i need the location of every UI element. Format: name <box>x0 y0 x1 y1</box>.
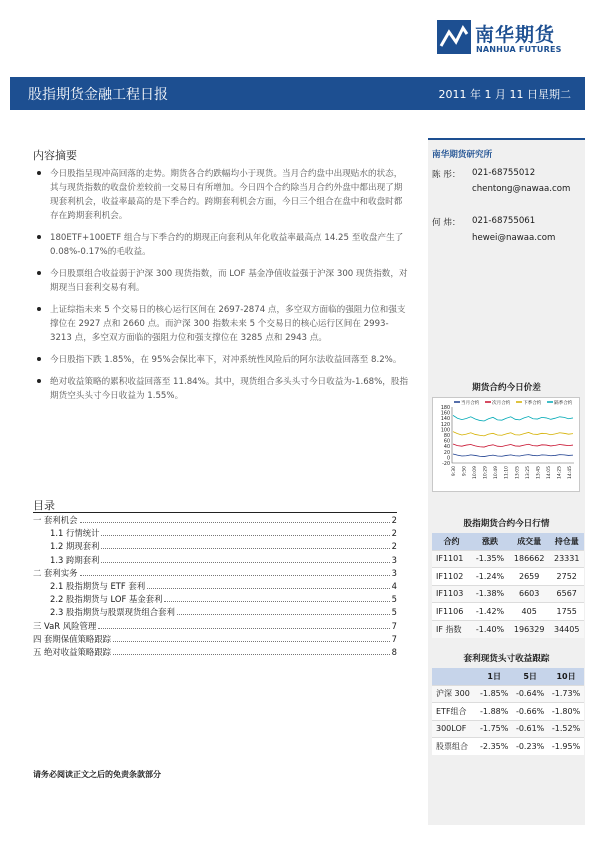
company-logo <box>437 20 582 60</box>
toc-leader-dots <box>80 522 390 523</box>
toc-entry[interactable] <box>33 540 397 553</box>
table-header-cell: 合约 <box>432 533 471 550</box>
toc-title: 目录 <box>33 499 55 512</box>
toc-entry-page: 3 <box>391 554 397 565</box>
toc-entry[interactable] <box>33 580 397 593</box>
table-cell: 186662 <box>509 550 550 568</box>
table-cell: 沪深 300 <box>432 685 476 703</box>
y-tick-label: 160 <box>440 411 450 417</box>
y-tick-label: 40 <box>443 445 450 451</box>
table-header-cell <box>432 668 476 685</box>
y-tick-label: 100 <box>440 428 450 434</box>
table-cell: IF1101 <box>432 550 471 568</box>
toc-entry[interactable] <box>33 593 397 606</box>
table-cell: -1.75% <box>476 720 512 738</box>
series-line <box>453 415 573 421</box>
table-cell: -1.35% <box>471 550 509 568</box>
table-cell: 股票组合 <box>432 738 476 756</box>
toc-entry[interactable] <box>33 633 397 646</box>
table-of-contents <box>33 514 397 659</box>
table-cell: 300LOF <box>432 720 476 738</box>
table-cell: -1.42% <box>471 603 509 621</box>
logo-name-cn: 南华期货 <box>475 24 556 46</box>
x-tick-label: 13:45 <box>536 466 542 479</box>
toc-leader-dots <box>164 601 389 602</box>
contact-2-phone: 021-68755061 <box>472 216 536 226</box>
table-cell: -0.64% <box>512 685 548 703</box>
toc-leader-dots <box>113 641 390 642</box>
table-cell: -1.40% <box>471 620 509 638</box>
y-tick-label: 0 <box>446 456 450 462</box>
table-cell: 23331 <box>549 550 584 568</box>
logo-name-en: NANHUA FUTURES <box>476 45 562 54</box>
summary-item: 上证综指未来 5 个交易日的核心运行区间在 2697-2874 点，多空双方面临的强阻力位和强支撑位在 2927 点和 2660 点。而沪深 300 指数未来 5 个交易日的核心运行区间在 2993-3213 点，多空双方面临的强阻力位和强支撑位在 3285 点和 2943 点。 <box>50 303 410 345</box>
table-cell: 196329 <box>509 620 550 638</box>
x-tick-label: 9:30 <box>452 466 457 477</box>
table-header-cell: 1日 <box>476 668 512 685</box>
y-tick-label: 180 <box>440 406 450 411</box>
toc-entry-label: 一 套利机会 <box>33 515 78 525</box>
toc-leader-dots <box>147 588 390 589</box>
daily-quote-table <box>432 533 584 638</box>
toc-entry-label: 2.2 股指期货与 LOF 基金套利 <box>50 594 163 605</box>
contact-2-name: 何 炜： <box>432 218 461 228</box>
table-cell: -1.38% <box>471 585 509 603</box>
legend-label: 隔季合约 <box>554 400 573 406</box>
series-line <box>453 454 573 457</box>
research-dept: 南华期货研究所 <box>432 150 493 160</box>
x-tick-label: 14:25 <box>557 466 563 479</box>
toc-entry-page: 2 <box>391 515 397 525</box>
hedge-table-title: 套利现货头寸收益跟踪 <box>463 654 550 664</box>
toc-entry[interactable] <box>33 527 397 540</box>
summary-item: 今日股指呈现冲高回落的走势。期货各合约跌幅均小于现货。当月合约盘中出现贴水的状态，其与现货指数的收盘价差较前一交易日有所增加。今日四个合约除当月合约外盘中都出现了期现套利机会，收益率最高的是下季合约。跨期套利机会方面，今日三个组合在盘中和收盘时都存在跨期套利机会。 <box>50 167 410 223</box>
table-cell: IF1103 <box>432 585 471 603</box>
table-row <box>432 568 584 586</box>
toc-leader-dots <box>101 548 389 549</box>
toc-entry-page: 7 <box>391 633 397 644</box>
toc-entry-label: 1.3 跨期套利 <box>50 554 100 565</box>
toc-entry-label: 2.1 股指期货与 ETF 套利 <box>50 580 146 591</box>
toc-leader-dots <box>177 614 390 615</box>
table-header-cell: 持仓量 <box>549 533 584 550</box>
toc-entry-page: 5 <box>391 594 397 605</box>
toc-entry-page: 5 <box>391 607 397 618</box>
table-cell: -0.61% <box>512 720 548 738</box>
series-line <box>453 444 573 447</box>
toc-entry-label: 2.3 股指期货与股票现货组合套利 <box>50 607 175 618</box>
toc-entry-label: 1.1 行情统计 <box>50 528 100 539</box>
table-cell: 2752 <box>549 568 584 586</box>
contact-1-email[interactable]: chentong@nawaa.com <box>472 184 571 194</box>
table-cell: 6603 <box>509 585 550 603</box>
toc-entry-label: 二 套利实务 <box>33 567 78 578</box>
report-title: 股指期货金融工程日报 <box>28 87 168 103</box>
y-tick-label: -20 <box>442 462 450 467</box>
table-row <box>432 550 584 568</box>
toc-entry[interactable] <box>33 514 397 527</box>
contact-1-name: 陈 彤： <box>432 170 461 180</box>
table-cell: IF1102 <box>432 568 471 586</box>
summary-title: 内容摘要 <box>33 149 77 162</box>
series-line <box>453 432 573 436</box>
table-cell: 405 <box>509 603 550 621</box>
summary-item: 今日股指下跌 1.85%，在 95%会保比率下，对冲系统性风险后的阿尔法收益回落至 8.2%。 <box>50 353 410 367</box>
toc-entry-page: 2 <box>391 541 397 552</box>
disclaimer-text: 请务必阅读正文之后的免责条款部分 <box>33 770 161 779</box>
toc-leader-dots <box>98 628 389 629</box>
x-tick-label: 10:49 <box>494 466 500 479</box>
toc-entry[interactable] <box>33 646 397 659</box>
hedge-return-table <box>432 668 584 755</box>
spread-line-chart <box>432 397 580 492</box>
toc-entry-page: 2 <box>391 528 397 539</box>
y-tick-label: 120 <box>440 422 450 428</box>
table-cell: -1.95% <box>548 738 584 756</box>
report-date: 2011 年 1 月 11 日星期二 <box>438 88 571 101</box>
legend-label: 当月合约 <box>461 400 480 406</box>
chart-title: 期货合约今日价差 <box>472 383 541 393</box>
y-tick-label: 60 <box>443 439 450 445</box>
table-cell: 6567 <box>549 585 584 603</box>
table-cell: -0.23% <box>512 738 548 756</box>
toc-entry-page: 3 <box>391 567 397 578</box>
table-header-cell: 10日 <box>548 668 584 685</box>
table-row <box>432 585 584 603</box>
x-tick-label: 10:09 <box>473 466 479 479</box>
toc-entry-page: 7 <box>391 620 397 631</box>
table-cell: 2659 <box>509 568 550 586</box>
table-row <box>432 738 584 756</box>
table-cell: ETF组合 <box>432 703 476 721</box>
toc-entry[interactable] <box>33 554 397 567</box>
toc-divider <box>33 512 397 513</box>
table-cell: -1.85% <box>476 685 512 703</box>
table-cell: IF1106 <box>432 603 471 621</box>
toc-entry-label: 三 VaR 风险管理 <box>33 620 97 631</box>
contact-1-phone: 021-68755012 <box>472 168 536 178</box>
toc-leader-dots <box>80 575 390 576</box>
x-tick-label: 10:29 <box>483 466 489 479</box>
toc-entry-label: 五 绝对收益策略跟踪 <box>33 646 112 657</box>
table-cell: 1755 <box>549 603 584 621</box>
table-row <box>432 685 584 703</box>
x-tick-label: 9:50 <box>462 466 468 477</box>
table-cell: -1.24% <box>471 568 509 586</box>
toc-leader-dots <box>101 562 389 563</box>
table-header-cell: 涨跌 <box>471 533 509 550</box>
y-tick-label: 20 <box>443 450 450 456</box>
summary-item: 今日股票组合收益弱于沪深 300 现货指数，而 LOF 基金净值收益强于沪深 300 现货指数，对期现当日套利交易有利。 <box>50 267 410 295</box>
toc-leader-dots <box>113 654 390 655</box>
toc-entry-label: 四 套期保值策略跟踪 <box>33 633 112 644</box>
summary-item: 180ETF+100ETF 组合与下季合约的期现正向套利从年化收益率最高点 14.25 至收盘产生了 0.08%-0.17%的毛收益。 <box>50 231 410 259</box>
table-row <box>432 720 584 738</box>
contact-2-email[interactable]: hewei@nawaa.com <box>472 233 556 243</box>
toc-entry-label: 1.2 期现套利 <box>50 541 100 552</box>
x-tick-label: 11:10 <box>504 466 510 479</box>
table-cell: -2.35% <box>476 738 512 756</box>
table-header-row <box>432 668 584 685</box>
table-cell: -1.88% <box>476 703 512 721</box>
daily-table-title: 股指期货合约今日行情 <box>463 519 550 529</box>
report-banner <box>10 77 585 110</box>
table-header-row <box>432 533 584 550</box>
table-cell: -1.80% <box>548 703 584 721</box>
table-header-cell: 5日 <box>512 668 548 685</box>
y-tick-label: 140 <box>440 417 450 423</box>
table-row <box>432 703 584 721</box>
sidebar-top-rule <box>428 138 585 140</box>
toc-entry-page: 4 <box>391 580 397 591</box>
table-row <box>432 603 584 621</box>
toc-entry[interactable] <box>33 567 397 580</box>
x-tick-label: 14:05 <box>546 466 552 479</box>
table-cell: -1.52% <box>548 720 584 738</box>
table-row <box>432 620 584 638</box>
table-cell: -0.66% <box>512 703 548 721</box>
logo-mark-icon <box>437 20 471 54</box>
x-tick-label: 13:05 <box>515 466 521 479</box>
table-cell: -1.73% <box>548 685 584 703</box>
summary-item: 绝对收益策略的累积收益回落至 11.84%。其中，现货组合多头头寸今日收益为-1.68%，股指期货空头头寸今日收益为 1.55%。 <box>50 377 409 401</box>
toc-entry[interactable] <box>33 620 397 633</box>
table-cell: 34405 <box>549 620 584 638</box>
summary-list <box>50 167 410 411</box>
toc-entry-page: 8 <box>391 646 397 657</box>
table-cell: IF 指数 <box>432 620 471 638</box>
x-tick-label: 13:25 <box>525 466 531 479</box>
table-header-cell: 成交量 <box>509 533 550 550</box>
x-tick-label: 14:45 <box>568 466 573 479</box>
legend-label: 次月合约 <box>492 400 511 406</box>
y-tick-label: 80 <box>443 434 450 439</box>
legend-label: 下季合约 <box>523 400 542 406</box>
toc-entry[interactable] <box>33 606 397 619</box>
toc-leader-dots <box>101 535 389 536</box>
